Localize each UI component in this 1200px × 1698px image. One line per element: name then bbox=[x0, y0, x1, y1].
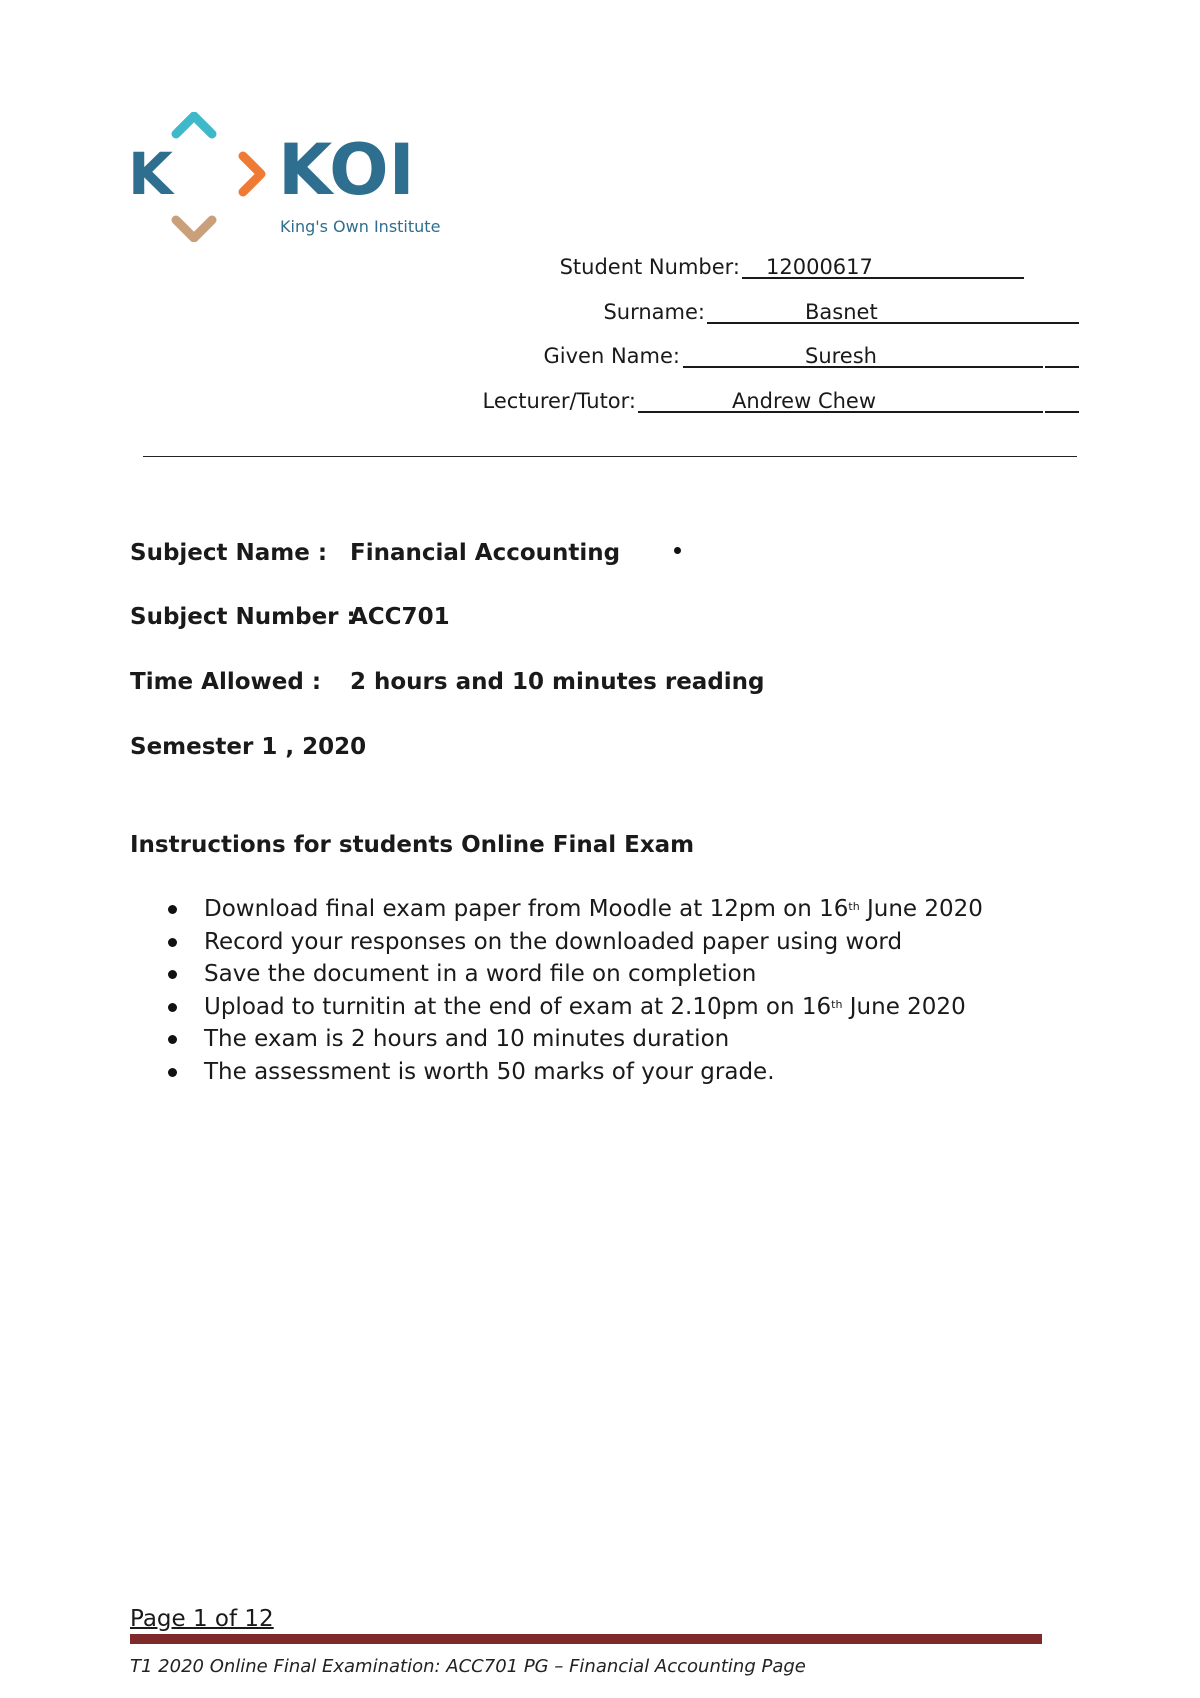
given-name-value: Suresh bbox=[805, 344, 877, 368]
running-footer: T1 2020 Online Final Examination: ACC701 PG – Financial Accounting Page bbox=[130, 1656, 806, 1677]
subject-name-label: Subject Name : bbox=[130, 540, 328, 566]
logo-chevron-up-icon bbox=[176, 116, 212, 134]
time-allowed-value: 2 hours and 10 minutes reading bbox=[350, 669, 765, 695]
bullet-icon bbox=[168, 1068, 177, 1077]
stray-dot bbox=[674, 547, 681, 554]
footer-bar bbox=[130, 1634, 1042, 1644]
subject-number-label: Subject Number : bbox=[130, 604, 356, 630]
bullet-icon bbox=[168, 938, 177, 947]
instruction-item bbox=[160, 958, 983, 991]
surname-row bbox=[0, 297, 705, 327]
instruction-item bbox=[160, 893, 983, 926]
logo-chevron-down-icon bbox=[176, 220, 212, 238]
bullet-icon bbox=[168, 970, 177, 979]
instructions-list bbox=[160, 893, 983, 1088]
instruction-text: Record your responses on the downloaded paper using word bbox=[204, 928, 903, 955]
logo-wordmark: KOI bbox=[278, 129, 415, 211]
logo-subtitle: King's Own Institute bbox=[280, 217, 441, 236]
given-name-label: Given Name: bbox=[543, 344, 680, 368]
instruction-item bbox=[160, 991, 983, 1024]
lecturer-value: Andrew Chew bbox=[732, 389, 877, 413]
given-name-field bbox=[683, 341, 1079, 371]
bullet-icon bbox=[168, 1035, 177, 1044]
instruction-text: Save the document in a word file on completion bbox=[204, 961, 757, 987]
instruction-item bbox=[160, 926, 983, 959]
ordinal-suffix: th bbox=[848, 900, 860, 913]
student-number-field bbox=[742, 252, 1024, 282]
time-allowed-label: Time Allowed : bbox=[130, 669, 322, 695]
subject-number-value: ACC701 bbox=[350, 604, 450, 630]
instructions-heading: Instructions for students Online Final Exam bbox=[130, 832, 695, 858]
surname-label: Surname: bbox=[603, 300, 705, 324]
section-divider bbox=[143, 456, 1077, 457]
student-number-row bbox=[0, 252, 740, 282]
lecturer-label: Lecturer/Tutor: bbox=[482, 389, 636, 413]
semester: Semester 1 , 2020 bbox=[130, 734, 367, 760]
logo-letter-k: K bbox=[128, 140, 173, 208]
instruction-text-tail: June 2020 bbox=[842, 993, 966, 1020]
logo-chevron-right-icon bbox=[243, 156, 261, 192]
subject-name-value: Financial Accounting bbox=[350, 540, 621, 566]
bullet-icon bbox=[168, 1003, 177, 1012]
instruction-item bbox=[160, 1056, 983, 1089]
lecturer-field bbox=[638, 386, 1079, 416]
instruction-text: The exam is 2 hours and 10 minutes duration bbox=[204, 1026, 730, 1052]
student-number-value: 12000617 bbox=[766, 255, 873, 279]
student-number-label: Student Number: bbox=[559, 255, 740, 279]
instruction-text: The assessment is worth 50 marks of your grade. bbox=[204, 1058, 775, 1085]
instruction-text-tail: June 2020 bbox=[859, 896, 983, 922]
ordinal-suffix: th bbox=[831, 997, 843, 1011]
bullet-icon bbox=[168, 905, 177, 914]
koi-logo bbox=[128, 112, 468, 242]
page-number: Page 1 of 12 bbox=[130, 1606, 274, 1632]
instruction-text: Upload to turnitin at the end of exam at 2.10pm on 16 bbox=[204, 993, 832, 1020]
surname-field bbox=[707, 297, 1079, 327]
instruction-item bbox=[160, 1023, 983, 1056]
lecturer-row bbox=[0, 386, 636, 416]
instruction-text: Download final exam paper from Moodle at 12pm on 16 bbox=[204, 896, 849, 922]
given-name-row bbox=[0, 341, 680, 371]
surname-value: Basnet bbox=[805, 300, 878, 324]
